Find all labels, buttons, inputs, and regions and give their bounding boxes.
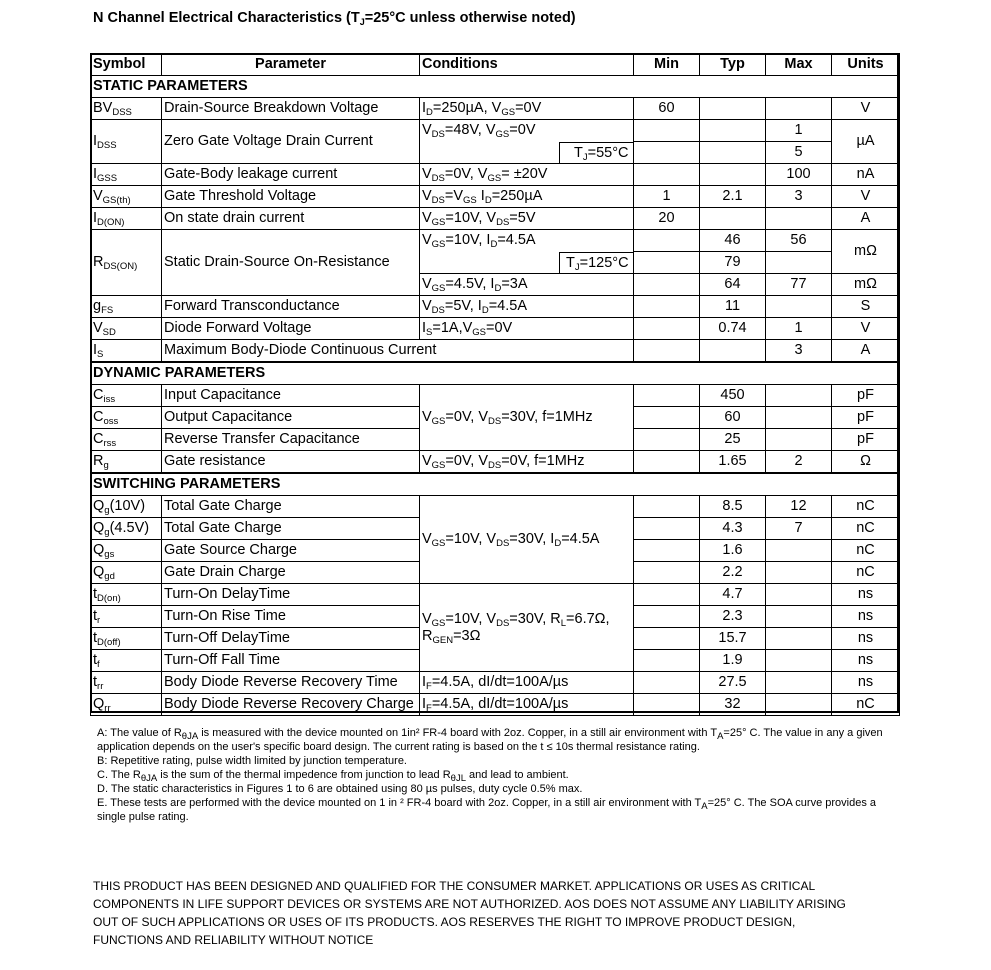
symbol-cell: $g_{FS}$ [91, 296, 162, 318]
symbol-cell: $I_S$ [91, 340, 162, 363]
section-switching: SWITCHING PARAMETERS [91, 473, 900, 496]
symbol-cell: $t_{D(off)}$ [91, 628, 162, 650]
typ-cell: 27.5 [700, 672, 766, 694]
min-cell: 60 [634, 98, 700, 120]
typ-cell: 64 [700, 274, 766, 296]
table-row [91, 385, 900, 407]
table-header-row [91, 54, 900, 76]
table-row [91, 208, 900, 230]
min-cell [634, 142, 700, 164]
unit-cell: V [832, 186, 900, 208]
typ-cell: 32 [700, 694, 766, 716]
table-row [91, 230, 900, 252]
unit-cell: nC [832, 540, 900, 562]
typ-cell: 8.5 [700, 496, 766, 518]
header-typ: Typ [700, 54, 766, 76]
section-row [91, 362, 900, 385]
unit-cell: V [832, 98, 900, 120]
conditions-cell: $V_{GS}=0V$, $V_{DS}=0V$, f=1MHz [420, 451, 634, 474]
min-cell [634, 120, 700, 142]
typ-cell: 60 [700, 407, 766, 429]
parameter-cell: Gate Source Charge [162, 540, 420, 562]
parameter-cell: On state drain current [162, 208, 420, 230]
parameter-cell: Zero Gate Voltage Drain Current [162, 120, 420, 164]
max-cell: 7 [766, 518, 832, 540]
typ-cell: 15.7 [700, 628, 766, 650]
unit-cell: pF [832, 407, 900, 429]
page-title: N Channel Electrical Characteristics ($T_J=25^\circ C$ unless otherwise noted) [93, 10, 576, 27]
header-conditions: Conditions [420, 54, 634, 76]
symbol-cell: $t_f$ [91, 650, 162, 672]
unit-cell: Ω [832, 451, 900, 474]
max-cell: 77 [766, 274, 832, 296]
conditions-cell: $V_{GS}=10V$, $V_{DS}=5V$ [420, 208, 634, 230]
disclaimer-line: FUNCTIONS AND RELIABILITY WITHOUT NOTICE [93, 933, 374, 947]
symbol-cell: $Q_{gd}$ [91, 562, 162, 584]
unit-cell: mΩ [832, 274, 900, 296]
section-row [91, 473, 900, 496]
max-cell: 100 [766, 164, 832, 186]
unit-cell: V [832, 318, 900, 340]
parameter-cell: Turn-On DelayTime [162, 584, 420, 606]
disclaimer-line: THIS PRODUCT HAS BEEN DESIGNED AND QUALIFIED FOR THE CONSUMER MARKET. APPLICATIONS OR USES AS CRITICAL [93, 879, 816, 893]
parameter-cell: Reverse Transfer Capacitance [162, 429, 420, 451]
parameter-cell: Total Gate Charge [162, 496, 420, 518]
unit-cell: nC [832, 562, 900, 584]
symbol-cell: $Q_g(10V)$ [91, 496, 162, 518]
typ-cell: 1.65 [700, 451, 766, 474]
table-row [91, 340, 900, 363]
symbol-cell: $t_{D(on)}$ [91, 584, 162, 606]
table-row [91, 672, 900, 694]
conditions-cell: $V_{GS}=10V$, $V_{DS}=30V$, $I_D=4.5A$ [420, 496, 634, 584]
characteristics-table [90, 53, 900, 716]
parameter-cell: Forward Transconductance [162, 296, 420, 318]
table-row [91, 164, 900, 186]
unit-cell: nC [832, 496, 900, 518]
footnote-b: B: Repetitive rating, pulse width limited by junction temperature. [97, 755, 407, 767]
table-row [91, 296, 900, 318]
max-cell: 12 [766, 496, 832, 518]
symbol-cell: $I_{GSS}$ [91, 164, 162, 186]
footnote-c: C. The $R_{\theta JA}$ is the sum of the thermal impedence from junction to lead $R_{\theta JL}$ and lead to ambient. [97, 769, 569, 784]
max-cell: 1 [766, 318, 832, 340]
unit-cell: ns [832, 628, 900, 650]
footnote-e: E. These tests are performed with the device mounted on 1 in ² FR-4 board with 2oz. Copper, in a still air environment with $T_A=25^\circ$ C. The SOA curve provides a single pulse rating. [97, 797, 876, 823]
typ-cell: 1.6 [700, 540, 766, 562]
symbol-cell: $I_{DSS}$ [91, 120, 162, 164]
parameter-cell: Gate resistance [162, 451, 420, 474]
header-units: Units [832, 54, 900, 76]
conditions-cell: $I_S=1A,V_{GS}=0V$ [420, 318, 634, 340]
disclaimer-line: COMPONENTS IN LIFE SUPPORT DEVICES OR SYSTEMS ARE NOT AUTHORIZED. AOS DOES NOT ASSUME ANY LIABILITY ARISING [93, 897, 846, 911]
typ-cell: 11 [700, 296, 766, 318]
typ-cell [700, 120, 766, 142]
parameter-cell: Drain-Source Breakdown Voltage [162, 98, 420, 120]
unit-cell: A [832, 208, 900, 230]
unit-cell: mΩ [832, 230, 900, 274]
parameter-cell: Body Diode Reverse Recovery Charge [162, 694, 420, 716]
symbol-cell: $V_{GS(th)}$ [91, 186, 162, 208]
unit-cell: ns [832, 672, 900, 694]
header-parameter: Parameter [162, 54, 420, 76]
typ-cell: 4.3 [700, 518, 766, 540]
table-row [91, 496, 900, 518]
parameter-cell: Input Capacitance [162, 385, 420, 407]
max-cell: 3 [766, 186, 832, 208]
typ-cell: 450 [700, 385, 766, 407]
typ-cell: 0.74 [700, 318, 766, 340]
parameter-cell: Static Drain-Source On-Resistance [162, 230, 420, 296]
symbol-cell: $Q_{rr}$ [91, 694, 162, 716]
min-cell: 20 [634, 208, 700, 230]
conditions-cell: $T_J=125^\circ C$ [420, 252, 634, 274]
conditions-cell: $V_{GS}=4.5V$, $I_D=3A$ [420, 274, 634, 296]
parameter-cell: Body Diode Reverse Recovery Time [162, 672, 420, 694]
typ-cell [700, 142, 766, 164]
unit-cell: pF [832, 429, 900, 451]
unit-cell: A [832, 340, 900, 363]
conditions-cell: $T_J=55^\circ C$ [420, 142, 634, 164]
symbol-cell: $BV_{DSS}$ [91, 98, 162, 120]
symbol-cell: $t_r$ [91, 606, 162, 628]
section-row [91, 76, 900, 98]
unit-cell: ns [832, 584, 900, 606]
conditions-cell: $V_{GS}=0V$, $V_{DS}=30V$, f=1MHz [420, 385, 634, 451]
symbol-cell: $Q_{gs}$ [91, 540, 162, 562]
footnote-d: D. The static characteristics in Figures 1 to 6 are obtained using 80 µs pulses, duty cycle 0.5% max. [97, 783, 583, 795]
unit-cell: nA [832, 164, 900, 186]
header-symbol: Symbol [91, 54, 162, 76]
symbol-cell: $C_{rss}$ [91, 429, 162, 451]
table-row [91, 451, 900, 474]
parameter-cell: Gate Drain Charge [162, 562, 420, 584]
table-row [91, 318, 900, 340]
disclaimer-line: OUT OF SUCH APPLICATIONS OR USES OF ITS PRODUCTS. AOS RESERVES THE RIGHT TO IMPROVE PRODUCT DESIGN, [93, 915, 796, 929]
symbol-cell: $R_g$ [91, 451, 162, 474]
symbol-cell: $I_{D(ON)}$ [91, 208, 162, 230]
section-dynamic: DYNAMIC PARAMETERS [91, 362, 900, 385]
header-min: Min [634, 54, 700, 76]
typ-cell: 2.3 [700, 606, 766, 628]
parameter-cell: Gate Threshold Voltage [162, 186, 420, 208]
parameter-cell: Gate-Body leakage current [162, 164, 420, 186]
symbol-cell: $V_{SD}$ [91, 318, 162, 340]
table-row [91, 98, 900, 120]
unit-cell: nC [832, 694, 900, 716]
symbol-cell: $Q_g(4.5V)$ [91, 518, 162, 540]
max-cell: 1 [766, 120, 832, 142]
typ-cell: 2.2 [700, 562, 766, 584]
conditions-cell: $V_{GS}=10V$, $V_{DS}=30V$, $R_L=6.7\Omega$, $R_{GEN}=3\Omega$ [420, 584, 634, 672]
max-cell: 3 [766, 340, 832, 363]
typ-cell: 2.1 [700, 186, 766, 208]
parameter-cell: Diode Forward Voltage [162, 318, 420, 340]
typ-cell: 25 [700, 429, 766, 451]
conditions-cell: $V_{DS}=5V$, $I_D=4.5A$ [420, 296, 634, 318]
table-row [91, 584, 900, 606]
unit-cell: ns [832, 606, 900, 628]
parameter-cell: Turn-Off Fall Time [162, 650, 420, 672]
typ-cell: 79 [700, 252, 766, 274]
section-static: STATIC PARAMETERS [91, 76, 900, 98]
symbol-cell: $t_{rr}$ [91, 672, 162, 694]
symbol-cell: $R_{DS(ON)}$ [91, 230, 162, 296]
unit-cell: S [832, 296, 900, 318]
conditions-cell: $V_{DS}=48V$, $V_{GS}=0V$ [420, 120, 634, 142]
table-row [91, 120, 900, 142]
symbol-cell: $C_{oss}$ [91, 407, 162, 429]
conditions-cell: $V_{DS}=V_{GS}$ $I_D=250\mu A$ [420, 186, 634, 208]
typ-cell: 46 [700, 230, 766, 252]
unit-cell: nC [832, 518, 900, 540]
table-row [91, 694, 900, 716]
parameter-cell: Maximum Body-Diode Continuous Current [162, 340, 634, 363]
parameter-cell: Total Gate Charge [162, 518, 420, 540]
typ-cell: 4.7 [700, 584, 766, 606]
conditions-cell: $I_D=250\mu A$, $V_{GS}=0V$ [420, 98, 634, 120]
typ-cell: 1.9 [700, 650, 766, 672]
min-cell: 1 [634, 186, 700, 208]
max-cell: 2 [766, 451, 832, 474]
parameter-cell: Turn-On Rise Time [162, 606, 420, 628]
unit-cell: µA [832, 120, 900, 164]
parameter-cell: Turn-Off DelayTime [162, 628, 420, 650]
conditions-cell: $I_F=4.5A$, dI/dt=100A/µs [420, 672, 634, 694]
max-cell: 56 [766, 230, 832, 252]
parameter-cell: Output Capacitance [162, 407, 420, 429]
unit-cell: ns [832, 650, 900, 672]
table-row [91, 186, 900, 208]
typ-cell [700, 98, 766, 120]
header-max: Max [766, 54, 832, 76]
conditions-cell: $I_F=4.5A$, dI/dt=100A/µs [420, 694, 634, 716]
footnote-a: A: The value of $R_{\theta JA}$ is measured with the device mounted on 1in² FR-4 board with 2oz. Copper, in a still air environment with $T_A=25^\circ$ C. The value in any a given application depends on the user's specific board design. The current rating is based on the t ≤ 10s thermal resistance rating. [97, 727, 883, 753]
symbol-cell: $C_{iss}$ [91, 385, 162, 407]
disclaimer [93, 877, 853, 949]
conditions-cell: $V_{DS}=0V$, $V_{GS}= \pm 20V$ [420, 164, 634, 186]
max-cell [766, 98, 832, 120]
conditions-cell: $V_{GS}=10V$, $I_D=4.5A$ [420, 230, 634, 252]
max-cell: 5 [766, 142, 832, 164]
unit-cell: pF [832, 385, 900, 407]
footnotes [97, 726, 897, 824]
